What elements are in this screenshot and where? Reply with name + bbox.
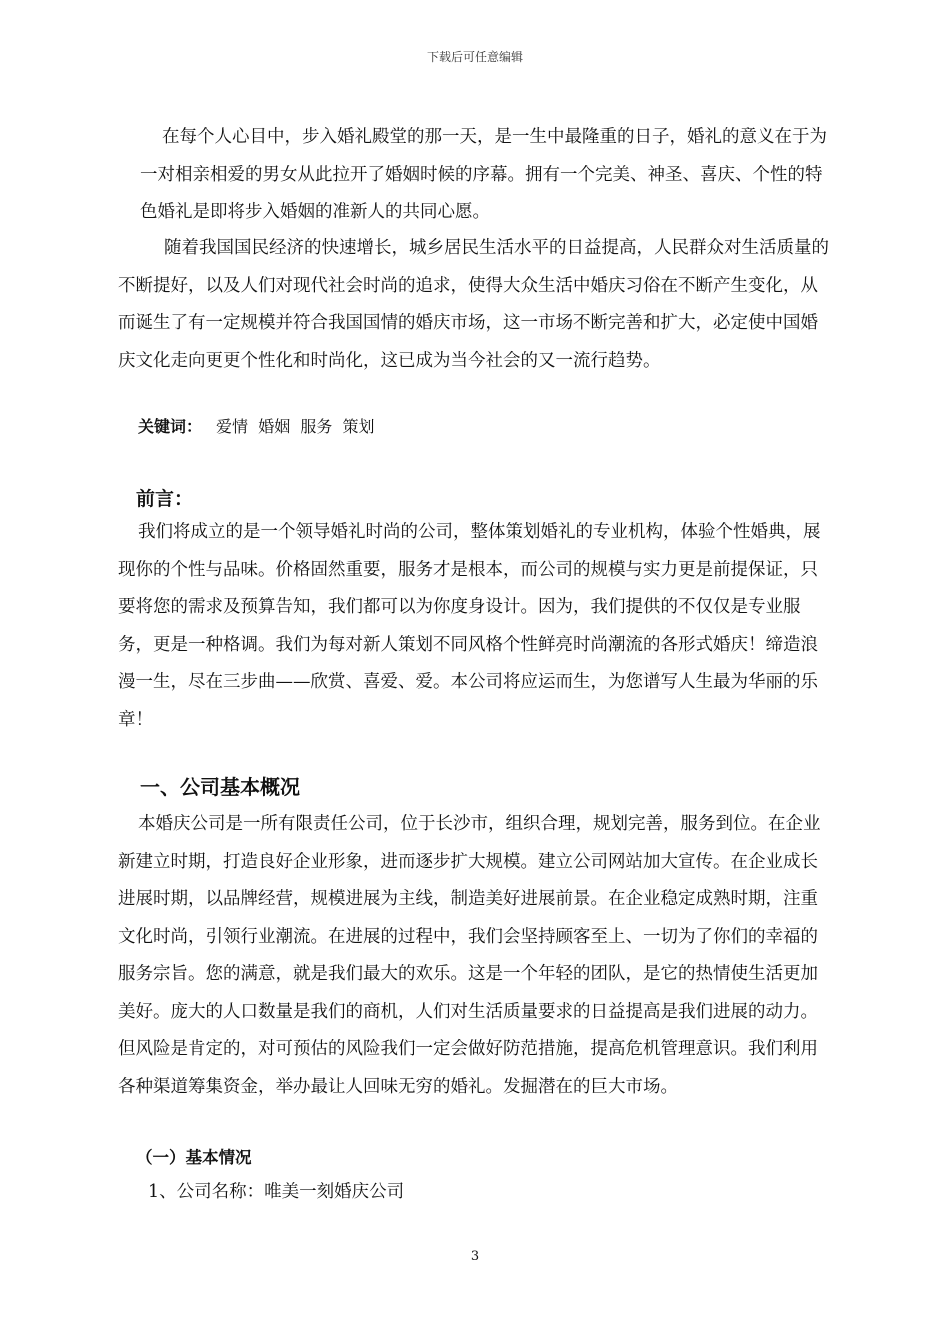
keywords-values: 爱情 婚姻 服务 策划 xyxy=(216,417,375,436)
keywords-line xyxy=(138,414,375,437)
section-1-heading: 一、公司基本概况 xyxy=(140,775,300,799)
company-name-item: 1、公司名称：唯美一刻婚庆公司 xyxy=(148,1182,405,1202)
page-header: 下载后可任意编辑 xyxy=(426,50,523,64)
preface-paragraph: 我们将成立的是一个领导婚礼时尚的公司，整体策划婚礼的专业机构，体验个性婚典，展现你的个性与品味。价格固然重要，服务才是根本，而公司的规模与实力更是前提保证，只要将您的需求及预算告知，我们都可以为你度身设计。因为，我们提供的不仅仅是专业服务，更是一种格调。我们为每对新人策划不同风格个性鲜亮时尚潮流的各形式婚庆！缔造浪漫一生，尽在三步曲——欣赏、喜爱、爱。本公司将应运而生，为您谱写人生最为华丽的乐章！ xyxy=(118,522,821,730)
preface-heading: 前言： xyxy=(136,488,194,510)
abstract-paragraph-1: 在每个人心目中，步入婚礼殿堂的那一天，是一生中最隆重的日子，婚礼的意义在于为一对相亲相爱的男女从此拉开了婚姻时候的序幕。拥有一个完美、神圣、喜庆、个性的特色婚礼是即将步入婚姻的准新人的共同心愿。 xyxy=(140,127,827,222)
keywords-label: 关键词： xyxy=(138,417,203,436)
abstract-paragraph-2: 随着我国国民经济的快速增长，城乡居民生活水平的日益提高，人民群众对生活质量的不断提好，以及人们对现代社会时尚的追求，使得大众生活中婚庆习俗在不断产生变化，从而诞生了有一定规模并符合我国国情的婚庆市场，这一市场不断完善和扩大，必定使中国婚庆文化走向更更个性化和时尚化，这已成为当今社会的又一流行趋势。 xyxy=(118,238,829,371)
section-1-paragraph: 本婚庆公司是一所有限责任公司，位于长沙市，组织合理，规划完善，服务到位。在企业新建立时期，打造良好企业形象，进而逐步扩大规模。建立公司网站加大宣传。在企业成长进展时期，以品牌经营，规模进展为主线，制造美好进展前景。在企业稳定成熟时期，注重文化时尚，引领行业潮流。在进展的过程中，我们会坚持顾客至上、一切为了你们的幸福的服务宗旨。您的满意，就是我们最大的欢乐。这是一个年轻的团队，是它的热情使生活更加美好。庞大的人口数量是我们的商机，人们对生活质量要求的日益提高是我们进展的动力。但风险是肯定的，对可预估的风险我们一定会做好防范措施，提高危机管理意识。我们利用各种渠道筹集资金，举办最让人回味无穷的婚礼。发掘潜在的巨大市场。 xyxy=(118,814,821,1097)
page-number: 3 xyxy=(470,1249,480,1264)
subsection-heading: （一）基本情况 xyxy=(136,1148,252,1167)
